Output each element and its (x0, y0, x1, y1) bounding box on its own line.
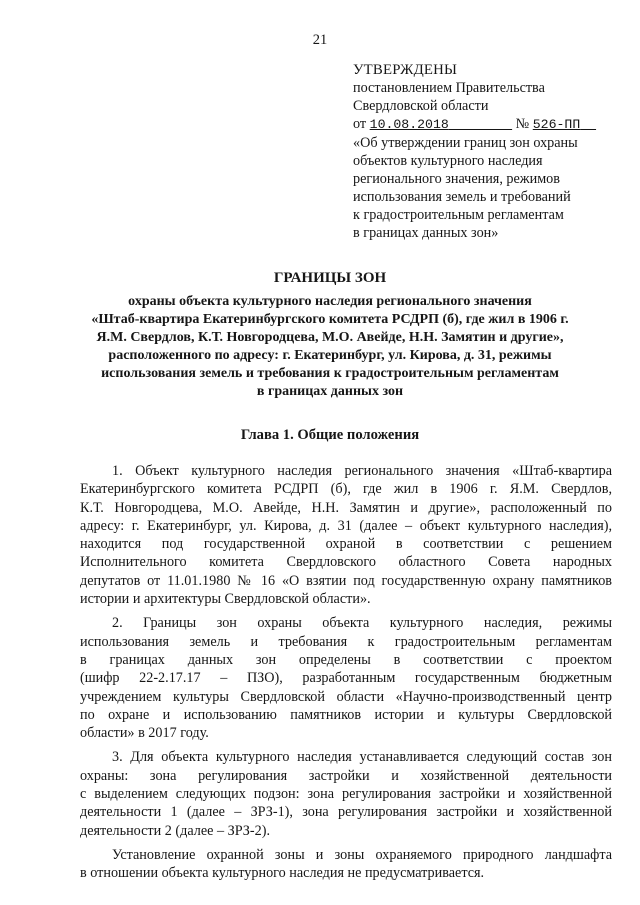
text-line: адресу: г. Екатеринбург, ул. Кирова, д. 31 (далее – объект культурного наследия), (80, 517, 612, 534)
title-line: «Штаб-квартира Екатеринбургского комитета РСДРП (б), где жил в 1906 г. (91, 312, 569, 327)
title-line: в границах данных зон (256, 384, 404, 399)
approval-subject-line: регионального значения, режимов (353, 171, 560, 187)
text-line: деятельности 1 (далее – ЗРЗ-1), зона регулирования застройки и хозяйственной (80, 804, 612, 821)
approval-subject-line: объектов культурного наследия (353, 153, 543, 169)
approval-subject-line: к градостроительным регламентам (353, 207, 564, 223)
approval-number: 526-ПП (532, 117, 581, 132)
text-line: по охране и использованию памятников истории и культуры Свердловской (80, 706, 612, 723)
approval-subject-line: «Об утверждении границ зон охраны (353, 135, 578, 151)
title-line: охраны объекта культурного наследия регионального значения (128, 294, 532, 309)
text-line: охраны: зона регулирования застройки и хозяйственной деятельности (80, 767, 612, 784)
text-line: учреждением культуры Свердловской области «Научно-производственный центр (80, 688, 612, 705)
text-line: Исполнительного комитета Свердловского областного Совета народных (80, 554, 612, 571)
document-body (80, 462, 612, 889)
page-number: 21 (312, 32, 328, 48)
text-line: 3. Для объекта культурного наследия устанавливается следующий состав зон (112, 749, 612, 766)
text-line: с выделением следующих подзон: зона регулирования застройки и хозяйственной (80, 786, 612, 803)
text-line: (шифр 22-2.17.17 – ПЗО), разработанным государственным бюджетным (80, 670, 612, 687)
approval-heading: УТВЕРЖДЕНЫ (353, 62, 458, 78)
text-line: деятельности 2 (далее – ЗРЗ-2). (80, 822, 271, 839)
approval-line: Свердловской области (353, 98, 489, 114)
paragraph-1 (80, 462, 612, 608)
paragraph-2 (80, 614, 612, 742)
text-line: использования земель и требования к градостроительным регламентам (80, 633, 612, 650)
text-line: Екатеринбургского комитета РСДРП (б), где жил в 1906 г. Я.М. Свердлов, (80, 481, 612, 498)
text-line: в границах данных зон определены в соответствии с проектом (80, 651, 612, 668)
text-line: области» в 2017 году. (80, 725, 209, 742)
title-line: использования земель и требования к градостроительным регламентам (101, 366, 559, 381)
approval-date: 10.08.2018 (369, 117, 449, 132)
approval-date-line (353, 115, 623, 134)
title-line: расположенного по адресу: г. Екатеринбург, ул. Кирова, д. 31, режимы (108, 348, 552, 363)
number-prefix: № (515, 116, 530, 132)
approval-block (353, 61, 623, 242)
text-line: Установление охранной зоны и зоны охраняемого природного ландшафта (112, 846, 612, 863)
text-line: К.Т. Новгородцева, М.О. Авейде, Н.Н. Замятин и другие», расположенный по (80, 499, 612, 516)
paragraph-4 (80, 846, 612, 883)
title-line: Я.М. Свердлов, К.Т. Новгородцева, М.О. Авейде, Н.Н. Замятин и другие», (96, 330, 564, 345)
approval-subject-line: в границах данных зон» (353, 225, 499, 241)
text-line: 2. Границы зон охраны объекта культурного наследия, режимы (112, 615, 612, 632)
text-line: депутатов от 11.01.1980 № 16 «О взятии под государственную охрану памятников (80, 572, 612, 589)
approval-subject-line: использования земель и требований (353, 189, 571, 205)
document-title (60, 268, 600, 401)
text-line: 1. Объект культурного наследия регионального значения «Штаб-квартира (112, 463, 612, 479)
chapter-title: Глава 1. Общие положения (240, 427, 420, 443)
text-line: истории и архитектуры Свердловской области». (80, 591, 371, 608)
text-line: находится под государственной охраной в соответствии с решением (80, 536, 612, 553)
title-main: ГРАНИЦЫ ЗОН (273, 270, 387, 286)
date-prefix: от (353, 116, 367, 132)
text-line: в отношении объекта культурного наследия не предусматривается. (80, 865, 485, 882)
paragraph-3 (80, 748, 612, 839)
approval-line: постановлением Правительства (353, 80, 545, 96)
